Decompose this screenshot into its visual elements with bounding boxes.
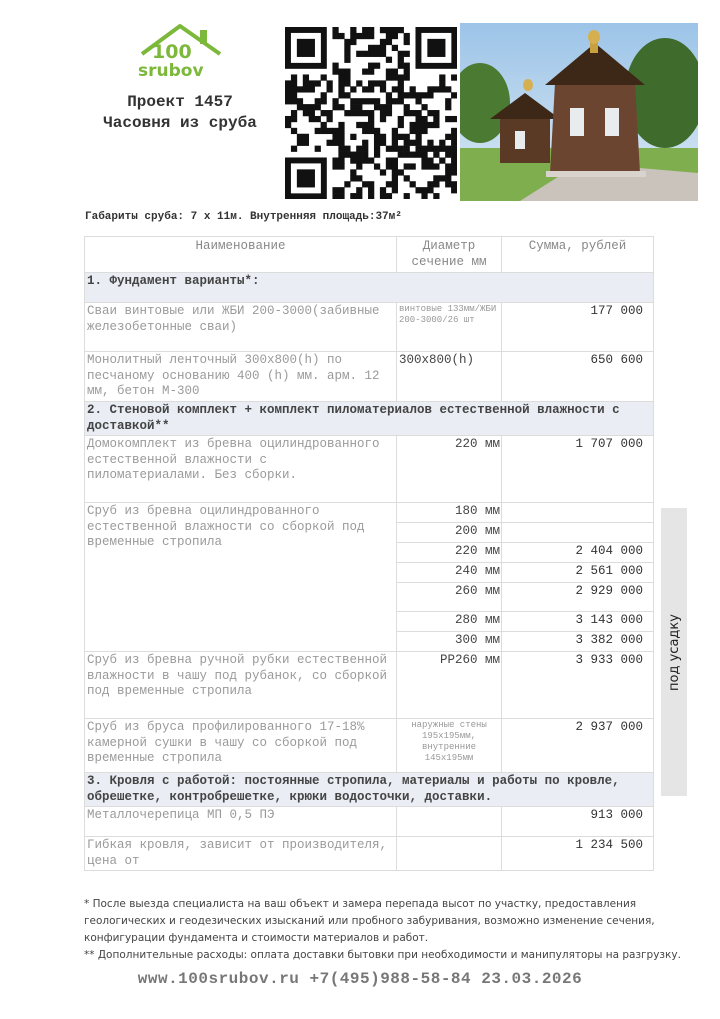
row-name: Домокомплект из бревна оцилиндрованного естественной влажности с пиломатериалами. Без сборки. [85, 436, 397, 503]
table-header-row [85, 237, 654, 273]
row-sum: 650 600 [502, 352, 654, 402]
row-name: Сваи винтовые или ЖБИ 200-3000(забивные железобетонные сваи) [85, 303, 397, 352]
table-row [85, 719, 654, 773]
row-name: Монолитный ленточный 300х800(h) по песчаному основанию 400 (h) мм. арм. 12 мм, бетон М-300 [85, 352, 397, 402]
row-diameter: 300х800(h) [397, 352, 502, 402]
row-sum: 1 707 000 [502, 436, 654, 503]
row-diameter: 200 мм [397, 523, 502, 543]
table-row [85, 837, 654, 871]
row-diameter: наружные стены 195х195мм, внутренние 145х195мм [397, 719, 502, 773]
row-diameter: 220 мм [397, 436, 502, 503]
table-row [85, 303, 654, 352]
row-diameter: 240 мм [397, 563, 502, 583]
section-walls [85, 402, 654, 436]
shrinkage-text: под усадку [666, 613, 682, 691]
chapel-photo [460, 23, 698, 201]
row-sum [502, 503, 654, 523]
qr-code[interactable] [285, 27, 457, 199]
header-name: Наименование [85, 237, 397, 273]
row-sum: 2 929 000 [502, 583, 654, 612]
row-diameter: 180 мм [397, 503, 502, 523]
row-sum: 2 561 000 [502, 563, 654, 583]
row-diameter: 220 мм [397, 543, 502, 563]
dimensions-line: Габариты сруба: 7 х 11м. Внутренняя площадь:37м² [85, 211, 402, 223]
row-diameter [397, 807, 502, 837]
row-sum: 2 404 000 [502, 543, 654, 563]
row-sum: 3 382 000 [502, 632, 654, 652]
section-foundation [85, 273, 654, 303]
row-diameter: РР260 мм [397, 652, 502, 719]
table-row [85, 652, 654, 719]
project-number: Проект 1457 [127, 93, 233, 111]
row-sum [502, 523, 654, 543]
row-sum: 177 000 [502, 303, 654, 352]
row-name: Сруб из бруса профилированного 17-18% камерной сушки в чашу со сборкой под временные стропила [85, 719, 397, 773]
table-row [85, 352, 654, 402]
project-title [60, 92, 300, 134]
row-sum: 3 143 000 [502, 612, 654, 632]
row-diameter: винтовые 133мм/ЖБИ 200-3000/26 шт [397, 303, 502, 352]
section-roof [85, 773, 654, 807]
row-diameter: 280 мм [397, 612, 502, 632]
row-diameter: 300 мм [397, 632, 502, 652]
row-sum: 2 937 000 [502, 719, 654, 773]
footnote-2: ** Дополнительные расходы: оплата доставки бытовки при необходимости и манипуляторы на разгрузку. [84, 949, 681, 961]
table-row [85, 503, 654, 523]
section-title: 1. Фундамент варианты*: [85, 273, 654, 303]
row-name: Металлочерепица МП 0,5 ПЭ [85, 807, 397, 837]
row-sum: 3 933 000 [502, 652, 654, 719]
contact-line[interactable]: www.100srubov.ru +7(495)988-58-84 23.03.2026 [137, 970, 583, 988]
header-sum: Сумма, рублей [502, 237, 654, 273]
footnote-1: * После выезда специалиста на ваш объект и замера перепада высот по участку, предоставления геологических и геодезических изысканий или пробного забуривания, возможно изменение сечения, конфигурации фундамента и стоимости материалов и работ. [84, 898, 655, 944]
row-name: Сруб из бревна ручной рубки естественной влажности в чашу под рубанок, со сборкой под временные стропила [85, 652, 397, 719]
row-sum: 1 234 500 [502, 837, 654, 871]
section-title: 2. Стеновой комплект + комплект пиломатериалов естественной влажности с доставкой** [85, 402, 654, 436]
row-name: Сруб из бревна оцилиндрованного естественной влажности со сборкой под временные стропила [85, 503, 397, 652]
svg-text:srubov: srubov [138, 61, 204, 80]
row-diameter: 260 мм [397, 583, 502, 612]
table-row [85, 807, 654, 837]
svg-text:100: 100 [152, 41, 192, 63]
row-diameter [397, 837, 502, 871]
price-table [84, 236, 654, 871]
project-name: Часовня из сруба [103, 114, 257, 132]
company-logo[interactable] [128, 22, 224, 80]
header-diameter: Диаметр сечение мм [397, 237, 502, 273]
row-sum: 913 000 [502, 807, 654, 837]
row-name: Гибкая кровля, зависит от производителя, цена от [85, 837, 397, 871]
section-title: 3. Кровля с работой: постоянные стропила, материалы и работы по кровле, обрешетке, контробрешетке, крюки водосточки, доставки. [85, 773, 654, 807]
table-row [85, 436, 654, 503]
shrinkage-label [661, 508, 687, 796]
